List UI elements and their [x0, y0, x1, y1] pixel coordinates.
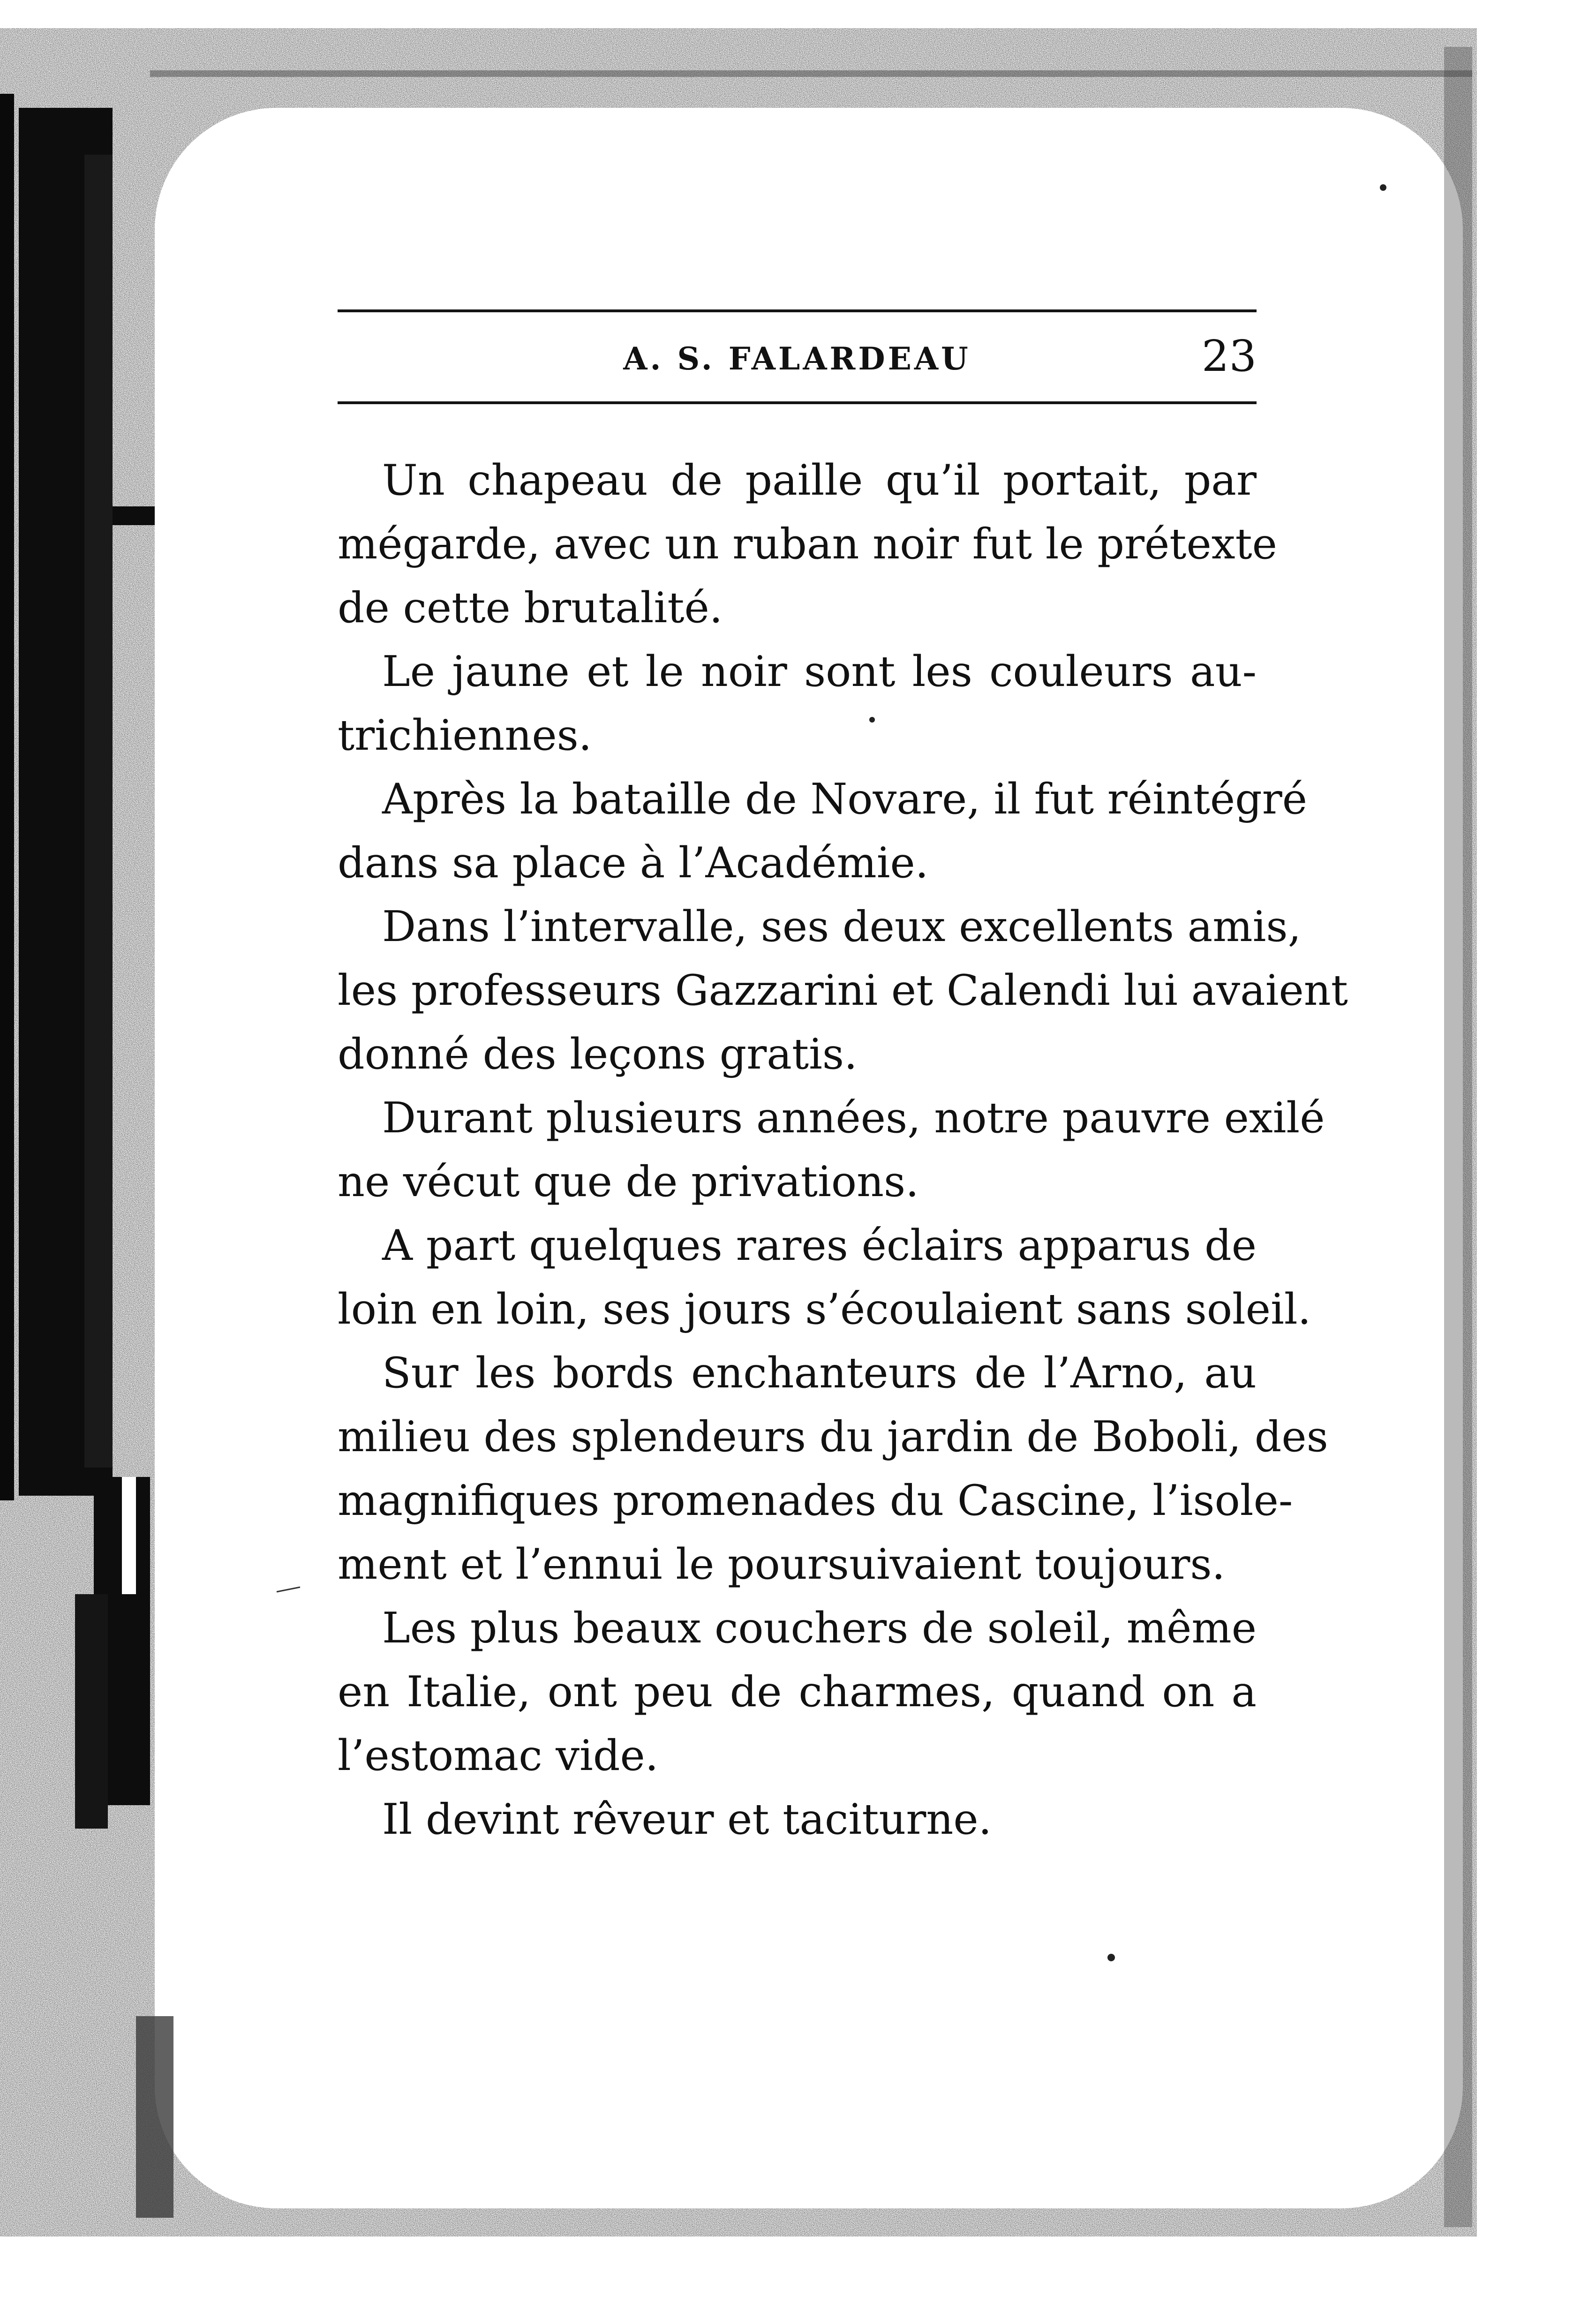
text-line: milieu des splendeurs du jardin de Boboli, des: [338, 1412, 1328, 1461]
paragraph: [338, 1341, 1328, 1597]
text-line: loin en loin, ses jours s’écoulaient sans soleil.: [338, 1285, 1311, 1334]
text-line: Sur les bords enchanteurs de l’Arno, au: [382, 1348, 1257, 1398]
text-line: Dans l’intervalle, ses deux excellents amis,: [382, 902, 1302, 951]
text-line: Après la bataille de Novare, il fut réintégré: [382, 775, 1308, 824]
text-line: Durant plusieurs années, notre pauvre exilé: [382, 1093, 1325, 1143]
paragraph: [338, 1086, 1325, 1214]
text-line: Les plus beaux couchers de soleil, même: [382, 1604, 1257, 1653]
page-number: 23: [1201, 331, 1257, 381]
paragraph: [338, 640, 1257, 768]
text-line: trichiennes.: [338, 711, 592, 760]
text-line: Il devint rêveur et taciturne.: [382, 1795, 992, 1844]
text-line: A part quelques rares éclairs apparus de: [382, 1221, 1257, 1270]
text-line: ne vécut que de privations.: [338, 1157, 919, 1206]
text-line: mégarde, avec un ruban noir fut le prétexte: [338, 520, 1277, 569]
paragraph: [338, 449, 1277, 640]
text-line: magnifiques promenades du Cascine, l’isole-: [338, 1476, 1293, 1525]
text-line: donné des leçons gratis.: [338, 1030, 858, 1079]
paragraph: [338, 1788, 1257, 1852]
text-line: Un chapeau de paille qu’il portait, par: [382, 456, 1257, 505]
body-text: [338, 449, 1348, 1852]
paragraph: [338, 895, 1348, 1086]
text-line: de cette brutalité.: [338, 583, 723, 633]
text-line: les professeurs Gazzarini et Calendi lui avaient: [338, 966, 1348, 1015]
text-line: en Italie, ont peu de charmes, quand on a: [338, 1667, 1257, 1717]
header-bottom-rule: [338, 401, 1257, 404]
paragraph: [338, 1214, 1311, 1341]
running-title: A. S. FALARDEAU: [623, 340, 971, 377]
paragraph: [338, 1597, 1257, 1788]
running-header: [338, 312, 1257, 401]
text-line: ment et l’ennui le poursuivaient toujours.: [338, 1540, 1226, 1589]
text-line: l’estomac vide.: [338, 1731, 659, 1780]
paragraph: [338, 768, 1308, 895]
book-page: [338, 309, 1348, 1852]
text-line: Le jaune et le noir sont les couleurs au-: [382, 647, 1257, 696]
text-line: dans sa place à l’Académie.: [338, 838, 929, 888]
